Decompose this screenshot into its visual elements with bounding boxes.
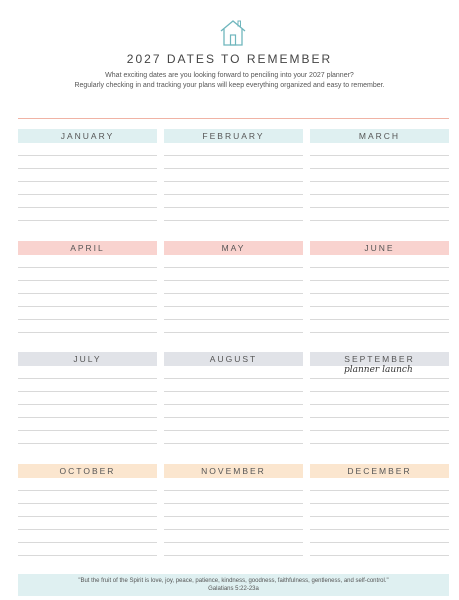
note-lines — [164, 366, 303, 444]
note-line[interactable] — [310, 405, 449, 418]
page-title: 2027 DATES TO REMEMBER — [126, 52, 333, 66]
month-header: MARCH — [310, 129, 449, 143]
note-line[interactable] — [164, 307, 303, 320]
month-block-august — [164, 352, 303, 464]
note-line[interactable] — [310, 169, 449, 182]
note-lines — [164, 143, 303, 221]
month-header: AUGUST — [164, 352, 303, 366]
note-line[interactable] — [18, 320, 157, 333]
month-block-may — [164, 241, 303, 353]
note-line[interactable] — [310, 208, 449, 221]
note-line[interactable] — [164, 379, 303, 392]
note-line[interactable] — [18, 530, 157, 543]
footer-quote-box — [18, 574, 449, 596]
note-line[interactable] — [310, 379, 449, 392]
note-line[interactable] — [164, 208, 303, 221]
month-header: DECEMBER — [310, 464, 449, 478]
note-line[interactable] — [310, 281, 449, 294]
month-header: JULY — [18, 352, 157, 366]
note-lines — [310, 366, 449, 444]
note-line[interactable] — [310, 491, 449, 504]
note-line[interactable] — [310, 530, 449, 543]
note-line[interactable] — [164, 504, 303, 517]
house-icon — [219, 18, 247, 48]
footer-quote: "But the fruit of the Spirit is love, joy, peace, patience, kindness, goodness, faithfulness, gentleness, and self-control." — [78, 578, 389, 584]
month-block-december — [310, 464, 449, 576]
month-block-january — [18, 129, 157, 241]
note-line[interactable] — [310, 320, 449, 333]
note-line[interactable] — [164, 169, 303, 182]
note-line[interactable] — [164, 517, 303, 530]
note-line[interactable] — [310, 255, 449, 268]
month-block-june — [310, 241, 449, 353]
month-header: MAY — [164, 241, 303, 255]
month-block-july — [18, 352, 157, 464]
note-lines — [18, 478, 157, 556]
note-line[interactable] — [310, 182, 449, 195]
month-block-march — [310, 129, 449, 241]
note-line[interactable] — [18, 294, 157, 307]
month-block-november — [164, 464, 303, 576]
note-line[interactable] — [164, 530, 303, 543]
divider-rule — [18, 118, 449, 119]
note-lines — [18, 366, 157, 444]
note-line[interactable] — [18, 392, 157, 405]
note-line[interactable] — [18, 418, 157, 431]
month-block-february — [164, 129, 303, 241]
note-line[interactable] — [18, 255, 157, 268]
footer-reference: Galatians 5:22-23a — [208, 586, 259, 592]
month-header: NOVEMBER — [164, 464, 303, 478]
note-line[interactable] — [164, 491, 303, 504]
note-line[interactable] — [18, 431, 157, 444]
note-line[interactable] — [310, 294, 449, 307]
note-line[interactable] — [310, 195, 449, 208]
subtitle-line-2: Regularly checking in and tracking your plans will keep everything organized and easy to remember. — [74, 82, 385, 89]
subtitle-line-1: What exciting dates are you looking forward to penciling into your 2027 planner? — [105, 72, 354, 79]
note-line[interactable] — [18, 517, 157, 530]
note-line[interactable] — [310, 504, 449, 517]
note-line[interactable] — [310, 156, 449, 169]
note-line[interactable] — [18, 182, 157, 195]
month-block-october — [18, 464, 157, 576]
note-line[interactable] — [310, 478, 449, 491]
note-line[interactable] — [18, 307, 157, 320]
note-line[interactable] — [310, 143, 449, 156]
note-line[interactable] — [18, 169, 157, 182]
note-lines — [18, 143, 157, 221]
note-line[interactable] — [18, 208, 157, 221]
note-line[interactable] — [310, 418, 449, 431]
note-line[interactable] — [310, 307, 449, 320]
month-block-september — [310, 352, 449, 464]
note-line[interactable] — [310, 517, 449, 530]
note-lines — [18, 255, 157, 333]
note-text: planner launch — [344, 365, 413, 375]
note-line[interactable] — [310, 431, 449, 444]
note-line[interactable] — [164, 268, 303, 281]
note-line[interactable] — [164, 366, 303, 379]
note-line[interactable] — [164, 255, 303, 268]
note-line[interactable] — [18, 281, 157, 294]
note-line[interactable] — [18, 156, 157, 169]
note-line[interactable] — [310, 366, 449, 379]
note-line[interactable] — [18, 504, 157, 517]
note-line[interactable] — [164, 431, 303, 444]
note-line[interactable] — [18, 143, 157, 156]
month-header: JUNE — [310, 241, 449, 255]
note-lines — [310, 143, 449, 221]
note-line[interactable] — [164, 156, 303, 169]
note-line[interactable] — [310, 392, 449, 405]
note-line[interactable] — [164, 392, 303, 405]
note-line[interactable] — [18, 195, 157, 208]
note-line[interactable] — [18, 268, 157, 281]
note-line[interactable] — [18, 405, 157, 418]
note-line[interactable] — [164, 478, 303, 491]
note-line[interactable] — [18, 366, 157, 379]
note-line[interactable] — [18, 478, 157, 491]
note-line[interactable] — [164, 281, 303, 294]
note-lines — [164, 255, 303, 333]
note-lines — [310, 255, 449, 333]
month-header: FEBRUARY — [164, 129, 303, 143]
note-lines — [164, 478, 303, 556]
note-line[interactable] — [164, 195, 303, 208]
month-header: APRIL — [18, 241, 157, 255]
note-line[interactable] — [164, 320, 303, 333]
note-line[interactable] — [18, 543, 157, 556]
month-block-april — [18, 241, 157, 353]
months-grid — [18, 129, 449, 575]
month-header: JANUARY — [18, 129, 157, 143]
month-header: OCTOBER — [18, 464, 157, 478]
note-line[interactable] — [164, 543, 303, 556]
note-line[interactable] — [164, 143, 303, 156]
note-line[interactable] — [164, 182, 303, 195]
page-subtitle — [40, 71, 419, 91]
note-line[interactable] — [310, 543, 449, 556]
note-line[interactable] — [18, 491, 157, 504]
note-line[interactable] — [164, 405, 303, 418]
month-header: SEPTEMBER — [310, 352, 449, 366]
note-line[interactable] — [164, 418, 303, 431]
note-lines — [310, 478, 449, 556]
note-line[interactable] — [164, 294, 303, 307]
note-line[interactable] — [18, 379, 157, 392]
note-line[interactable] — [310, 268, 449, 281]
